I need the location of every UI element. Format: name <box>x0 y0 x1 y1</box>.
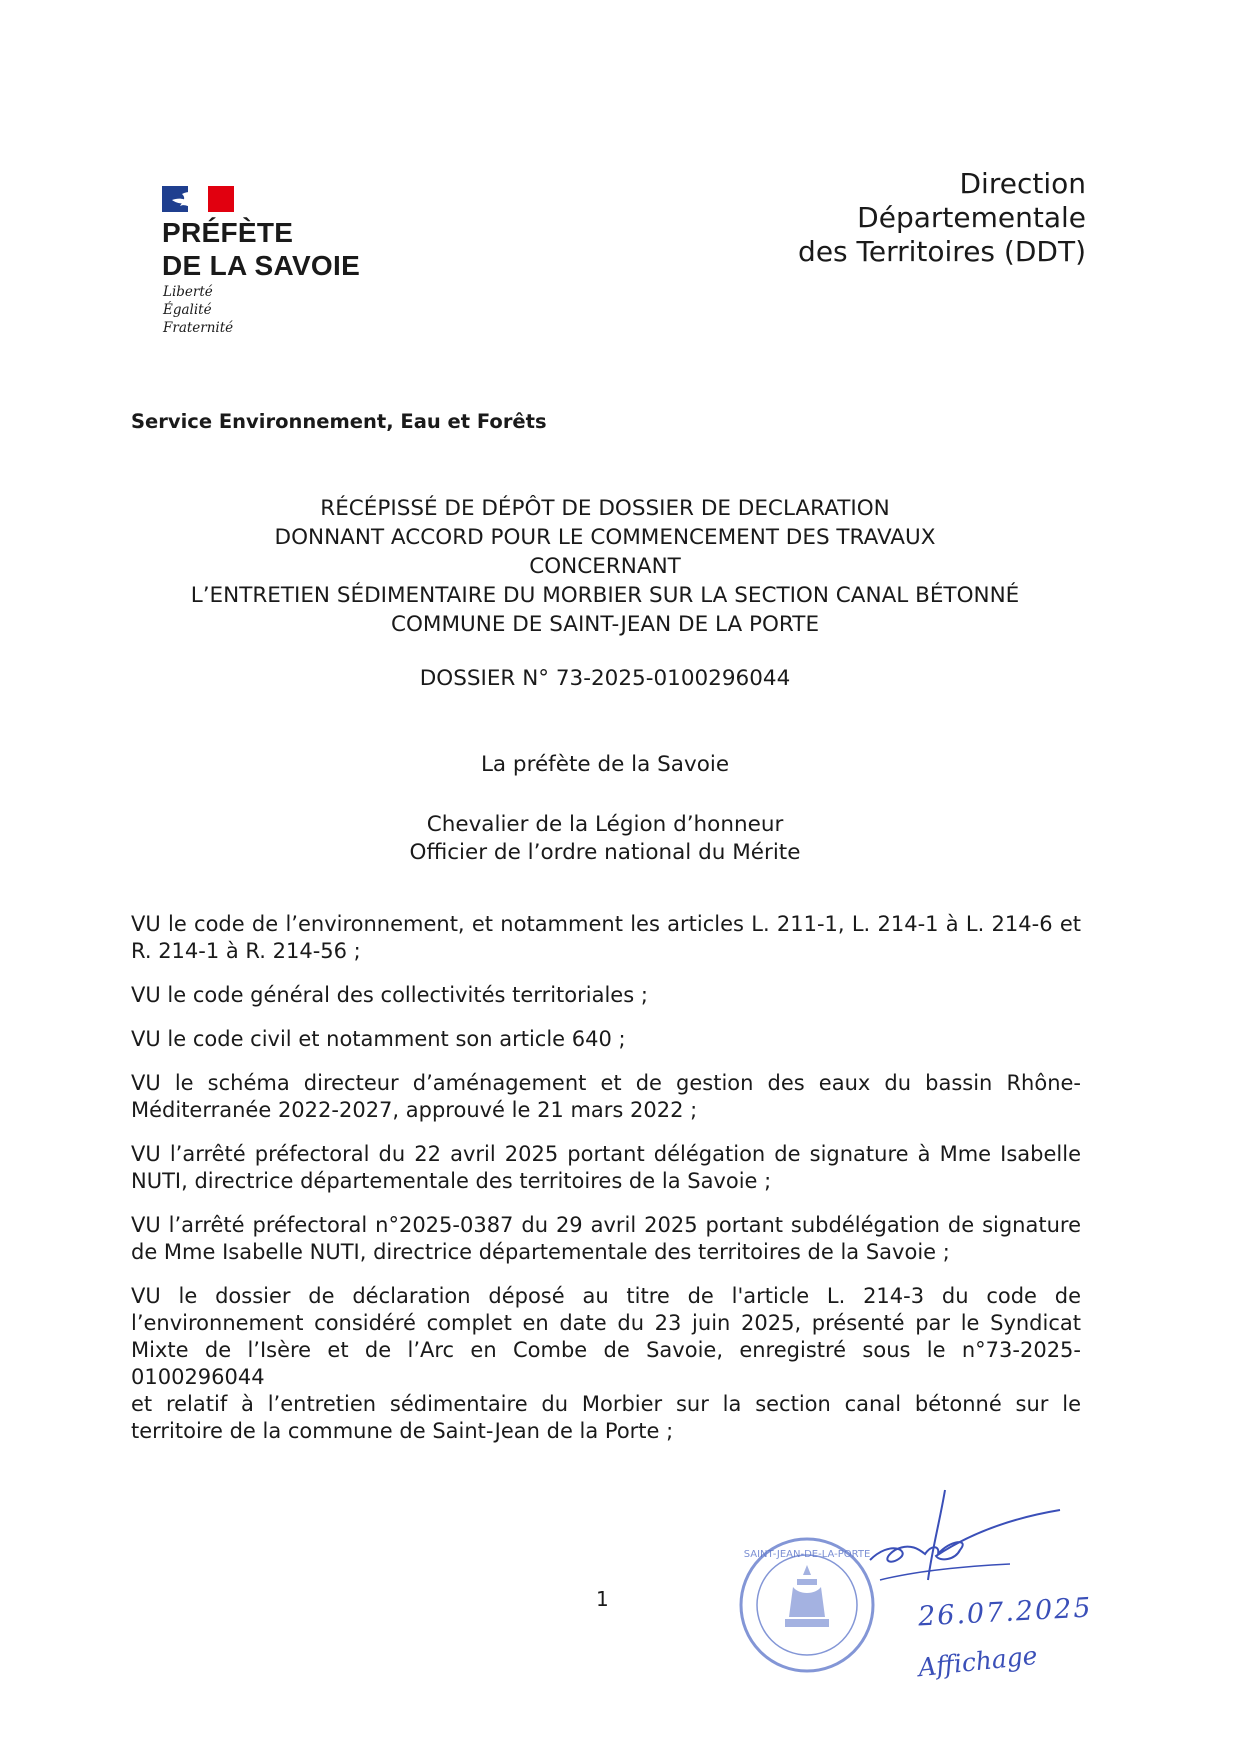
svg-text:SAINT-JEAN-DE-LA-PORTE: SAINT-JEAN-DE-LA-PORTE <box>743 1549 871 1560</box>
prefete-heading: La préfète de la Savoie <box>480 752 730 777</box>
prefecture-line2: DE LA SAVOIE <box>162 250 361 281</box>
service-name: Service Environnement, Eau et Forêts <box>131 410 547 433</box>
vu-paragraph: VU le code civil et notamment son article 640 ; <box>131 1027 626 1051</box>
vu-paragraph: VU l’arrêté préfectoral n°2025-0387 du 29 avril 2025 portant subdélégation de signature de Mme Isabelle NUTI, directrice départementale des territoires de la Savoie ; <box>131 1213 1081 1264</box>
municipal-stamp <box>737 1535 877 1675</box>
handwritten-note: Affichage <box>916 1640 1039 1683</box>
vu-paragraph: VU le dossier de déclaration déposé au titre de l'article L. 214-3 du code de l’environnement considéré complet en date du 23 juin 2025, présenté par le Syndicat Mixte de l’Isère et de l’Arc en Combe de Savoie, enregistré sous le n°73-2025-0100296044 et relatif à l’entretien sédimentaire du Morbier sur la section canal bétonné sur le territoire de la commune de Saint-Jean de la Porte ; <box>131 1284 1081 1443</box>
vu-paragraph: VU l’arrêté préfectoral du 22 avril 2025 portant délégation de signature à Mme Isabelle NUTI, directrice départementale des territoires de la Savoie ; <box>131 1142 1081 1193</box>
handwritten-date: 26.07.2025 <box>917 1592 1094 1633</box>
signature <box>860 1480 1080 1600</box>
vu-paragraph: VU le code de l’environnement, et notamment les articles L. 211-1, L. 214-1 à L. 214-6 et R. 214-1 à R. 214-56 ; <box>131 912 1081 963</box>
prefecture-title <box>162 216 360 282</box>
vu-paragraph: VU le schéma directeur d’aménagement et de gestion des eaux du bassin Rhône- Méditerranée 2022-2027, approuvé le 21 mars 2022 ; <box>131 1071 1081 1122</box>
prefecture-line1: PRÉFÈTE <box>162 217 294 248</box>
dossier-number: DOSSIER N° 73-2025-0100296044 <box>419 666 791 691</box>
marianne-flag-logo <box>162 184 234 214</box>
page-number: 1 <box>596 1587 609 1611</box>
issuing-direction: Direction Départementale des Territoires (DDT) <box>798 167 1086 268</box>
prefete-qualifications: Chevalier de la Légion d’honneur Officier de l’ordre national du Mérite <box>409 812 801 865</box>
document-title: RÉCÉPISSÉ DE DÉPÔT DE DOSSIER DE DECLARATION DONNANT ACCORD POUR LE COMMENCEMENT DES TRAVAUX CONCERNANT L’ENTRETIEN SÉDIMENTAIRE DU MORBIER SUR LA SECTION CANAL BÉTONNÉ COMMUNE DE SAINT-JEAN DE LA PORTE <box>190 496 1020 637</box>
vu-paragraph: VU le code général des collectivités territoriales ; <box>131 983 648 1007</box>
republic-motto: Liberté Égalité Fraternité <box>163 284 234 336</box>
vu-paragraphs <box>131 911 1081 1462</box>
